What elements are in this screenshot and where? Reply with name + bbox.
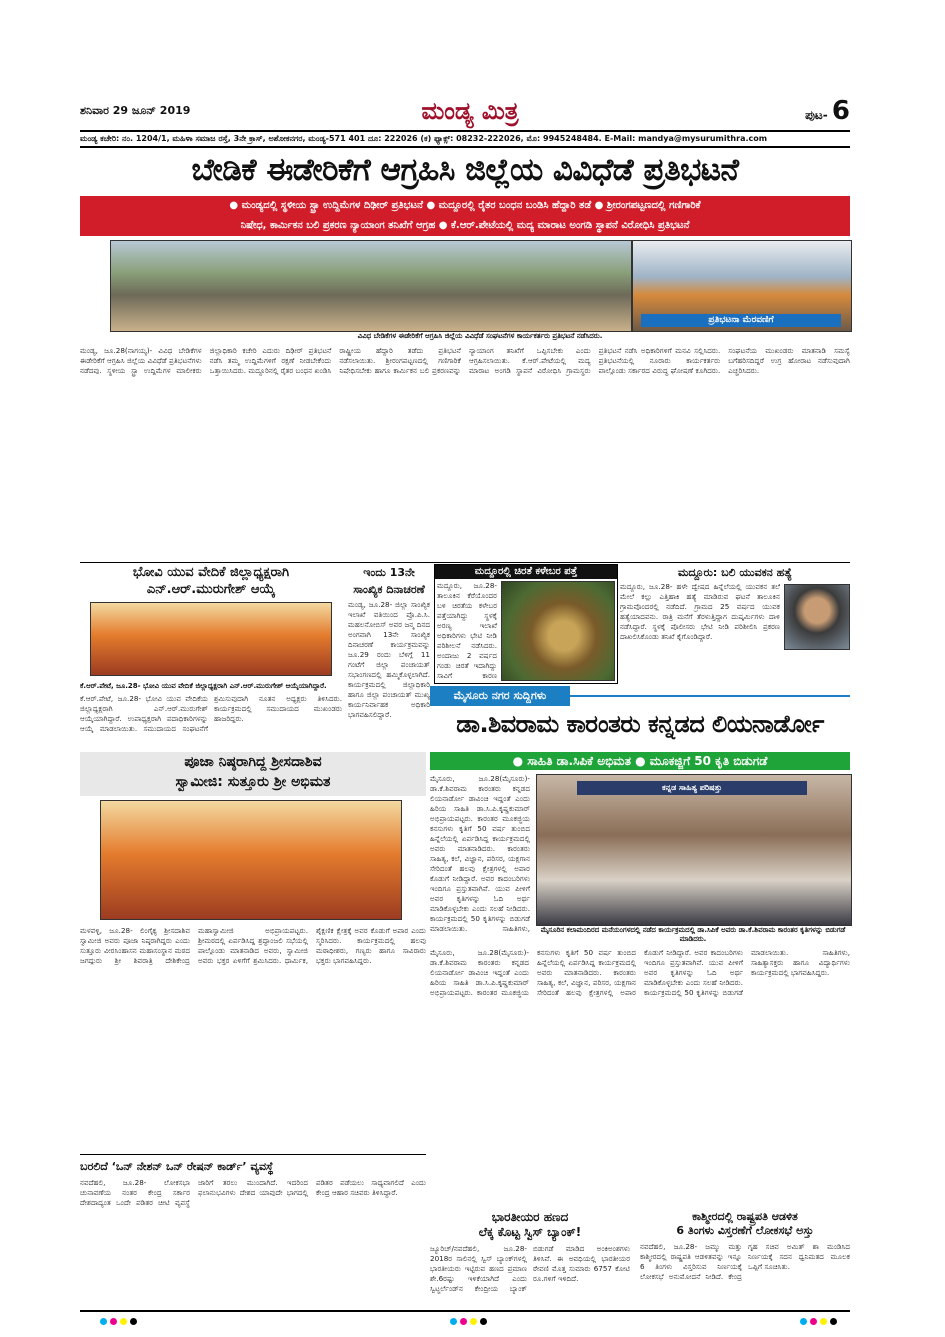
print-registration-marks (100, 1318, 137, 1325)
lead-photo-left (110, 240, 632, 332)
lead-photo-right (632, 240, 852, 332)
lead-body: ಮಂಡ್ಯ, ಜೂ.28(ನಾಗಯ್ಯ)- ವಿವಿಧ ಬೇಡಿಕೆಗಳ ಈಡೇರಿಕೆಗೆ ಆಗ್ರಹಿಸಿ ಜಿಲ್ಲೆಯ ವಿವಿಧೆಡೆ ಪ್ರತಿಭಟನೆಗಳು ನಡೆದವು. ಸ್ಥಳೀಯ ಸ್ಟ್ರಾ ಉದ್ದಿಮೆಗಳ ಮಾಲೀಕರು ಜಿಲ್ಲಾಧಿಕಾರಿ ಕಚೇರಿ ಎದುರು ದಿಢೀರ್ ಪ್ರತಿಭಟನೆ ನಡೆಸಿ ತಮ್ಮ ಉದ್ದಿಮೆಗಳಿಗೆ ರಕ್ಷಣೆ ನೀಡಬೇಕೆಂದು ಒತ್ತಾಯಿಸಿದರು. ಮದ್ದೂರಿನಲ್ಲಿ ರೈತರ ಬಂಧನ ಖಂಡಿಸಿ ರಾಷ್ಟ್ರೀಯ ಹೆದ್ದಾರಿ ತಡೆದು ಪ್ರತಿಭಟನೆ ನಡೆಸಲಾಯಿತು. ಶ್ರೀರಂಗಪಟ್ಟಣದಲ್ಲಿ ಗಣಿಗಾರಿಕೆ ನಿಷೇಧಿಸಬೇಕು ಹಾಗೂ ಕಾರ್ಮಿಕನ ಬಲಿ ಪ್ರಕರಣವನ್ನು ನ್ಯಾಯಾಂಗ ತನಿಖೆಗೆ ಒಪ್ಪಿಸಬೇಕು ಎಂದು ಆಗ್ರಹಿಸಲಾಯಿತು. ಕೆ.ಆರ್.ಪೇಟೆಯಲ್ಲಿ ಮದ್ಯ ಮಾರಾಟ ಅಂಗಡಿ ಸ್ಥಾಪನೆ ವಿರೋಧಿಸಿ ಗ್ರಾಮಸ್ಥರು ಪ್ರತಿಭಟನೆ ನಡೆಸಿ ಅಧಿಕಾರಿಗಳಿಗೆ ಮನವಿ ಸಲ್ಲಿಸಿದರು. ಪ್ರತಿಭಟನೆಯಲ್ಲಿ ನೂರಾರು ಕಾರ್ಯಕರ್ತರು ಪಾಲ್ಗೊಂಡು ಸರ್ಕಾರದ ವಿರುದ್ಧ ಘೋಷಣೆ ಕೂಗಿದರು. ಸಂಘಟನೆಯ ಮುಖಂಡರು ಮಾತನಾಡಿ ಸಮಸ್ಯೆ ಬಗೆಹರಿಸದಿದ್ದರೆ ಉಗ್ರ ಹೋರಾಟ ನಡೆಸುವುದಾಗಿ ಎಚ್ಚರಿಸಿದರು. (80, 346, 850, 375)
murder-box (620, 564, 850, 682)
leopard-photo (501, 581, 615, 681)
lead-sub-2: ನಿಷೇಧ, ಕಾರ್ಮಿಕನ ಬಲಿ ಪ್ರಕರಣ ನ್ಯಾಯಾಂಗ ತನಿಖೆಗೆ ಆಗ್ರಹ ● ಕೆ.ಆರ್.ಪೇಟೆಯಲ್ಲಿ ಮದ್ಯ ಮಾರಾಟ ಅಂಗಡಿ ಸ್ಥಾಪನೆ ವಿರೋಧಿಸಿ ಪ್ರತಿಭಟನೆ (240, 220, 690, 231)
mysuru-subheadline: ● ಸಾಹಿತಿ ಡಾ.ಸಿಪಿಕೆ ಅಭಿಮತ ● ಮೂಕಜ್ಜಿಗೆ 50 ಕೃತಿ ಬಿಡುಗಡೆ (430, 752, 850, 770)
lead-headline: ಬೇಡಿಕೆ ಈಡೇರಿಕೆಗೆ ಆಗ್ರಹಿಸಿ ಜಿಲ್ಲೆಯ ವಿವಿಧೆಡೆ ಪ್ರತಿಭಟನೆ (191, 152, 739, 188)
bank-box (430, 1210, 630, 1240)
ration-body: ನವದೆಹಲಿ, ಜೂ.28- ಲೋಕಸಭಾ ಚುನಾವಣೆಯ ನಂತರ ಕೇಂದ್ರ ಸರ್ಕಾರ ದೇಶದಾದ್ಯಂತ ಒಂದೇ ಪಡಿತರ ಚೀಟಿ ವ್ಯವಸ್ಥೆ ಜಾರಿಗೆ ತರಲು ಮುಂದಾಗಿದೆ. ಇದರಿಂದ ಫಲಾನುಭವಿಗಳು ದೇಶದ ಯಾವುದೇ ಭಾಗದಲ್ಲಿ ಪಡಿತರ ಪಡೆಯಲು ಸಾಧ್ಯವಾಗಲಿದೆ ಎಂದು ಕೇಂದ್ರ ಆಹಾರ ಸಚಿವರು ತಿಳಿಸಿದ್ದಾರೆ. (80, 1178, 426, 1207)
bank-body: ಜ್ಯೂರಿಚ್/ನವದೆಹಲಿ, ಜೂ.28- 2018ರ ಸಾಲಿನಲ್ಲಿ ಸ್ವಿಸ್ ಬ್ಯಾಂಕ್‌ಗಳಲ್ಲಿ ಭಾರತೀಯರು ಇಟ್ಟಿರುವ ಹಣದ ಪ್ರಮಾಣ ಶೇ.6ರಷ್ಟು ಇಳಿಕೆಯಾಗಿದೆ ಎಂದು ಸ್ವಿಟ್ಜರ್ಲೆಂಡ್‌ನ ಕೇಂದ್ರೀಯ ಬ್ಯಾಂಕ್ ಬಿಡುಗಡೆ ಮಾಡಿದ ಅಂಕಿಅಂಶಗಳು ತಿಳಿಸಿವೆ. ಈ ಅವಧಿಯಲ್ಲಿ ಭಾರತೀಯರ ಠೇವಣಿ ಮೊತ್ತ ಸುಮಾರು 6757 ಕೋಟಿ ರೂ.ಗಳಿಗೆ ಇಳಿದಿದೆ. (430, 1244, 630, 1293)
lead-photo-caption: ವಿವಿಧ ಬೇಡಿಕೆಗಳ ಈಡೇರಿಕೆಗೆ ಆಗ್ರಹಿಸಿ ಜಿಲ್ಲೆಯ ವಿವಿಧೆಡೆ ಸಂಘಟನೆಗಳ ಕಾರ್ಯಕರ್ತರು ಪ್ರತಿಭಟನೆ ನಡೆಸಿದರು. (357, 332, 603, 340)
bank-title: ಭಾರತೀಯರ ಹಣದ (491, 1210, 569, 1224)
protest-banner: ಪ್ರತಿಭಟನಾ ಮೆರವಣಿಗೆ (641, 314, 841, 327)
event-banner: ಕನ್ನಡ ಸಾಹಿತ್ಯ ಪರಿಷತ್ತು (577, 781, 807, 795)
sankhyiki-subtitle: ಸಾಂಖ್ಯಿಕ ದಿನಾಚರಣೆ (353, 583, 425, 596)
murder-title: ಮದ್ದೂರು: ಬಲಿ ಯುವಕನ ಹತ್ಯೆ (677, 566, 793, 579)
ration-title: ಬರಲಿದೆ ‘ಒನ್ ನೇಶನ್ ಒನ್ ರೇಷನ್ ಕಾರ್ಡ್’ ವ್ಯವಸ್ಥೆ (80, 1160, 274, 1173)
leopard-body: ಮದ್ದೂರು, ಜೂ.28- ತಾಲೂಕಿನ ಕೆರೆಯೊಂದರ ಬಳಿ ಚಿರತೆಯ ಕಳೇಬರ ಪತ್ತೆಯಾಗಿದ್ದು ಸ್ಥಳಕ್ಕೆ ಅರಣ್ಯ ಇಲಾಖೆ ಅಧಿಕಾರಿಗಳು ಭೇಟಿ ನೀಡಿ ಪರಿಶೀಲನೆ ನಡೆಸಿದರು. ಅಂದಾಜು 2 ವರ್ಷದ ಗಂಡು ಚಿರತೆ ಇದಾಗಿದ್ದು ಸಾವಿಗೆ ಕಾರಣ (437, 581, 497, 680)
sankhyiki-body: ಮಂಡ್ಯ, ಜೂ.28- ಜಿಲ್ಲಾ ಸಾಂಖ್ಯಿಕ ಇಲಾಖೆ ವತಿಯಿಂದ ಪ್ರೊ.ಪಿ.ಸಿ. ಮಹಲನೋಬಿಸ್ ಅವರ ಜನ್ಮ ದಿನದ ಅಂಗವಾಗಿ 13ನೇ ಸಾಂಖ್ಯಿಕ ದಿನಾಚರಣೆ ಕಾರ್ಯಕ್ರಮವನ್ನು ಜೂ.29 ರಂದು ಬೆಳಿಗ್ಗೆ 11 ಗಂಟೆಗೆ ಜಿಲ್ಲಾ ಪಂಚಾಯತ್ ಸಭಾಂಗಣದಲ್ಲಿ ಹಮ್ಮಿಕೊಳ್ಳಲಾಗಿದೆ. ಕಾರ್ಯಕ್ರಮದಲ್ಲಿ ಜಿಲ್ಲಾಧಿಕಾರಿ ಹಾಗೂ ಜಿಲ್ಲಾ ಪಂಚಾಯತ್ ಮುಖ್ಯ ಕಾರ್ಯನಿರ್ವಾಹಕ ಅಧಿಕಾರಿ ಭಾಗವಹಿಸಲಿದ್ದಾರೆ. (348, 600, 430, 719)
mysuru-tag: ಮೈಸೂರು ನಗರ ಸುದ್ದಿಗಳು (430, 686, 570, 706)
kashmir-box (640, 1210, 850, 1238)
mysuru-headline: ಡಾ.ಶಿವರಾಮ ಕಾರಂತರು ಕನ್ನಡದ ಲಿಯನಾರ್ಡೋ (456, 710, 824, 738)
page-number (805, 96, 850, 126)
kashmir-body: ನವದೆಹಲಿ, ಜೂ.28- ಜಮ್ಮು ಮತ್ತು ಕಾಶ್ಮೀರದಲ್ಲಿ ರಾಷ್ಟ್ರಪತಿ ಆಡಳಿತವನ್ನು ಇನ್ನೂ 6 ತಿಂಗಳು ವಿಸ್ತರಿಸುವ ನಿರ್ಣಯಕ್ಕೆ ಲೋಕಸಭೆ ಅನುಮೋದನೆ ನೀಡಿದೆ. ಕೇಂದ್ರ ಗೃಹ ಸಚಿವ ಅಮಿತ್ ಶಾ ಮಂಡಿಸಿದ ನಿರ್ಣಯಕ್ಕೆ ಸದನ ಧ್ವನಿಮತದ ಮೂಲಕ ಒಪ್ಪಿಗೆ ಸೂಚಿಸಿತು. (640, 1242, 850, 1281)
pooja-box-head (80, 752, 426, 796)
divider (80, 1154, 426, 1155)
bhovi-caption: ಕೆ.ಆರ್.ಪೇಟೆ, ಜೂ.28- ಭೋವಿ ಯುವ ವೇದಿಕೆ ಜಿಲ್ಲಾಧ್ಯಕ್ಷರಾಗಿ ಎನ್.ಆರ್.ಮುರುಗೇಶ್ ಆಯ್ಕೆಯಾಗಿದ್ದಾರೆ. (80, 682, 327, 690)
leopard-box (434, 564, 618, 684)
bottom-rule (80, 1310, 850, 1312)
mysuru-tag-line (570, 695, 850, 697)
pooja-subtitle: ಸ್ವಾಮೀಜಿ: ಸುತ್ತೂರು ಶ್ರೀ ಅಭಿಮತ (175, 774, 331, 790)
kashmir-subtitle: 6 ತಿಂಗಳು ವಿಸ್ತರಣೆಗೆ ಲೋಕಸಭೆ ಅಸ್ತು (676, 1224, 814, 1237)
newspaper-page (80, 96, 850, 1316)
newspaper-logo: ಮಂಡ್ಯ ಮಿತ್ರ (421, 96, 519, 125)
issue-date: ಶನಿವಾರ 29 ಜೂನ್ 2019 (80, 104, 191, 117)
bhovi-title: ಭೋವಿ ಯುವ ವೇದಿಕೆ ಜಿಲ್ಲಾಧ್ಯಕ್ಷರಾಗಿ (132, 565, 290, 580)
office-address: ಮಂಡ್ಯ ಕಚೇರಿ: ನಂ. 1204/1, ಮಹಿಳಾ ಸಮಾಜ ರಸ್ತೆ, 3ನೇ ಕ್ರಾಸ್, ಅಶೋಕನಗರ, ಮಂಡ್ಯ-571 401 ದೂ: 222026 (ಕ) ಫ್ಯಾಕ್ಸ್: 08232-222026, ಮೊ: 9945248484. E-Mail: mandya@mysurumithra.com (80, 130, 850, 148)
sankhyiki-box (348, 564, 430, 598)
leopard-title: ಮದ್ದೂರಲ್ಲಿ ಚಿರತೆ ಕಳೇಬರ ಪತ್ತೆ (435, 565, 617, 579)
lead-sub-1: ● ಮಂಡ್ಯದಲ್ಲಿ ಸ್ಥಳೀಯ ಸ್ಟ್ರಾ ಉದ್ದಿಮೆಗಳ ದಿಢೀರ್ ಪ್ರತಿಭಟನೆ ● ಮದ್ದೂರಲ್ಲಿ ರೈತರ ಬಂಧನ ಬಂಡಿಸಿ ಹೆದ್ದಾರಿ ತಡೆ ● ಶ್ರೀರಂಗಪಟ್ಟಣದಲ್ಲಿ ಗಣಿಗಾರಿಕೆ (229, 200, 701, 211)
pooja-body: ಮಳವಳ್ಳಿ, ಜೂ.28- ಲಿಂಗೈಕ್ಯ ಶ್ರೀಸದಾಶಿವ ಸ್ವಾಮೀಜಿ ಅವರು ಪೂಜಾ ನಿಷ್ಠರಾಗಿದ್ದರು ಎಂದು ಸುತ್ತೂರು ವೀರಸಿಂಹಾಸನ ಮಹಾಸಂಸ್ಥಾನ ಮಠದ ಜಗದ್ಗುರು ಶ್ರೀ ಶಿವರಾತ್ರಿ ದೇಶಿಕೇಂದ್ರ ಮಹಾಸ್ವಾಮೀಜಿ ಅಭಿಪ್ರಾಯಪಟ್ಟರು. ಶ್ರೀಮಠದಲ್ಲಿ ಏರ್ಪಡಿಸಿದ್ದ ಶ್ರದ್ಧಾಂಜಲಿ ಸಭೆಯಲ್ಲಿ ಪಾಲ್ಗೊಂಡು ಮಾತನಾಡಿದ ಅವರು, ಸ್ವಾಮೀಜಿ ಅವರು ಭಕ್ತರ ಏಳಿಗೆಗೆ ಶ್ರಮಿಸಿದರು. ಧಾರ್ಮಿಕ, ಶೈಕ್ಷಣಿಕ ಕ್ಷೇತ್ರಕ್ಕೆ ಅವರ ಕೊಡುಗೆ ಅಪಾರ ಎಂದು ಸ್ಮರಿಸಿದರು. ಕಾರ್ಯಕ್ರಮದಲ್ಲಿ ಹಲವು ಮಠಾಧೀಶರು, ಗಣ್ಯರು ಹಾಗೂ ಸಾವಿರಾರು ಭಕ್ತರು ಭಾಗವಹಿಸಿದ್ದರು. (80, 926, 426, 965)
bhovi-photo (90, 602, 332, 676)
page-number-value: 6 (831, 96, 850, 126)
pooja-title: ಪೂಜಾ ನಿಷ್ಠರಾಗಿದ್ದ ಶ್ರೀಸದಾಶಿವ (184, 754, 322, 770)
pooja-photo (100, 800, 402, 920)
divider (80, 562, 850, 563)
mysuru-section-tag (430, 686, 850, 706)
lead-subheadline-bar (80, 196, 850, 236)
page-label: ಪುಟ- (805, 108, 828, 122)
bhovi-subtitle: ಎನ್.ಆರ್.ಮುರುಗೇಶ್ ಆಯ್ಕೆ (146, 582, 276, 597)
murder-body: ಮದ್ದೂರು, ಜೂ.28- ಹಳೇ ದ್ವೇಷದ ಹಿನ್ನೆಲೆಯಲ್ಲಿ ಯುವಕನ ತಲೆ ಮೇಲೆ ಕಲ್ಲು ಎತ್ತಿಹಾಕಿ ಹತ್ಯೆ ಮಾಡಿರುವ ಘಟನೆ ತಾಲೂಕಿನ ಗ್ರಾಮವೊಂದರಲ್ಲಿ ನಡೆದಿದೆ. ಗ್ರಾಮದ 25 ವರ್ಷದ ಯುವಕ ಹತ್ಯೆಯಾದವನು. ರಾತ್ರಿ ಮನೆಗೆ ತೆರಳುತ್ತಿದ್ದಾಗ ದುಷ್ಕರ್ಮಿಗಳು ದಾಳಿ ನಡೆಸಿದ್ದಾರೆ. ಸ್ಥಳಕ್ಕೆ ಪೊಲೀಸರು ಭೇಟಿ ನೀಡಿ ಪರಿಶೀಲಿಸಿ ಪ್ರಕರಣ ದಾಖಲಿಸಿಕೊಂಡು ತನಿಖೆ ಕೈಗೊಂಡಿದ್ದಾರೆ. (620, 582, 780, 641)
print-registration-marks (800, 1318, 837, 1325)
bank-subtitle: ಲೆಕ್ಕ ಕೊಟ್ಟ ಸ್ವಿಸ್ ಬ್ಯಾಂಕ್! (478, 1225, 582, 1239)
sankhyiki-title: ಇಂದು 13ನೇ (363, 566, 415, 579)
bhovi-body: ಕೆ.ಆರ್.ಪೇಟೆ, ಜೂ.28- ಭೋವಿ ಯುವ ವೇದಿಕೆಯ ಜಿಲ್ಲಾಧ್ಯಕ್ಷರಾಗಿ ಎನ್.ಆರ್.ಮುರುಗೇಶ್ ಆಯ್ಕೆಯಾಗಿದ್ದಾರೆ. ಉಪಾಧ್ಯಕ್ಷರಾಗಿ ಪದಾಧಿಕಾರಿಗಳನ್ನು ಆಯ್ಕೆ ಮಾಡಲಾಯಿತು. ಸಮುದಾಯದ ಸಂಘಟನೆಗೆ ಶ್ರಮಿಸುವುದಾಗಿ ನೂತನ ಅಧ್ಯಕ್ಷರು ತಿಳಿಸಿದರು. ಕಾರ್ಯಕ್ರಮದಲ್ಲಿ ಸಮುದಾಯದ ಮುಖಂಡರು ಹಾಜರಿದ್ದರು. (80, 694, 342, 733)
mysuru-body: ಮೈಸೂರು, ಜೂ.28(ಮೈಸೂರು)- ಡಾ.ಕೆ.ಶಿವರಾಮ ಕಾರಂತರು ಕನ್ನಡದ ಲಿಯನಾರ್ಡೋ ಡಾವಿಂಚಿ ಇದ್ದಂತೆ ಎಂದು ಹಿರಿಯ ಸಾಹಿತಿ ಡಾ.ಸಿ.ಪಿ.ಕೃಷ್ಣಕುಮಾರ್ ಅಭಿಪ್ರಾಯಪಟ್ಟರು. ಕಾರಂತರ ಮೂಕಜ್ಜಿಯ ಕನಸುಗಳು ಕೃತಿಗೆ 50 ವರ್ಷ ತುಂಬಿದ ಹಿನ್ನೆಲೆಯಲ್ಲಿ ಏರ್ಪಡಿಸಿದ್ದ ಕಾರ್ಯಕ್ರಮದಲ್ಲಿ ಅವರು ಮಾತನಾಡಿದರು. ಕಾರಂತರು ಸಾಹಿತ್ಯ, ಕಲೆ, ವಿಜ್ಞಾನ, ಪರಿಸರ, ಯಕ್ಷಗಾನ ಸೇರಿದಂತೆ ಹಲವು ಕ್ಷೇತ್ರಗಳಲ್ಲಿ ಅಪಾರ ಕೊಡುಗೆ ನೀಡಿದ್ದಾರೆ. ಅವರ ಕಾದಂಬರಿಗಳು ಇಂದಿಗೂ ಪ್ರಸ್ತುತವಾಗಿವೆ. ಯುವ ಪೀಳಿಗೆ ಅವರ ಕೃತಿಗಳನ್ನು ಓದಿ ಅರ್ಥ ಮಾಡಿಕೊಳ್ಳಬೇಕು ಎಂದು ಸಲಹೆ ನೀಡಿದರು. ಕಾರ್ಯಕ್ರಮದಲ್ಲಿ 50 ಕೃತಿಗಳನ್ನು ಬಿಡುಗಡೆ ಮಾಡಲಾಯಿತು. ಸಾಹಿತಿಗಳು, ಸಾಹಿತ್ಯಾಸಕ್ತರು ಹಾಗೂ ವಿದ್ಯಾರ್ಥಿಗಳು ಕಾರ್ಯಕ್ರಮದಲ್ಲಿ ಭಾಗವಹಿಸಿದ್ದರು. (430, 948, 850, 997)
print-registration-marks (450, 1318, 487, 1325)
victim-photo (784, 584, 850, 650)
mysuru-photo-caption: ಮೈಸೂರಿನ ಕಲಾಮಂದಿರದ ಮನೆಯಂಗಳದಲ್ಲಿ ನಡೆದ ಕಾರ್ಯಕ್ರಮದಲ್ಲಿ ಡಾ.ಸಿಪಿಕೆ ಅವರು ಡಾ.ಕೆ.ಶಿವರಾಮ ಕಾರಂತರ ಕೃತಿಗಳನ್ನು ಬಿಡುಗಡೆ ಮಾಡಿದರು. (540, 926, 846, 943)
bhovi-box (80, 564, 342, 682)
kashmir-title: ಕಾಶ್ಮೀರದಲ್ಲಿ ರಾಷ್ಟ್ರಪತಿ ಆಡಳಿತ (692, 1210, 798, 1223)
mysuru-intro: ಮೈಸೂರು, ಜೂ.28(ಮೈಸೂರು)- ಡಾ.ಕೆ.ಶಿವರಾಮ ಕಾರಂತರು ಕನ್ನಡದ ಲಿಯನಾರ್ಡೋ ಡಾವಿಂಚಿ ಇದ್ದಂತೆ ಎಂದು ಹಿರಿಯ ಸಾಹಿತಿ ಡಾ.ಸಿ.ಪಿ.ಕೃಷ್ಣಕುಮಾರ್ ಅಭಿಪ್ರಾಯಪಟ್ಟರು. ಕಾರಂತರ ಮೂಕಜ್ಜಿಯ ಕನಸುಗಳು ಕೃತಿಗೆ 50 ವರ್ಷ ತುಂಬಿದ ಹಿನ್ನೆಲೆಯಲ್ಲಿ ಏರ್ಪಡಿಸಿದ್ದ ಕಾರ್ಯಕ್ರಮದಲ್ಲಿ ಅವರು ಮಾತನಾಡಿದರು. ಕಾರಂತರು ಸಾಹಿತ್ಯ, ಕಲೆ, ವಿಜ್ಞಾನ, ಪರಿಸರ, ಯಕ್ಷಗಾನ ಸೇರಿದಂತೆ ಹಲವು ಕ್ಷೇತ್ರಗಳಲ್ಲಿ ಅಪಾರ ಕೊಡುಗೆ ನೀಡಿದ್ದಾರೆ. ಅವರ ಕಾದಂಬರಿಗಳು ಇಂದಿಗೂ ಪ್ರಸ್ತುತವಾಗಿವೆ. ಯುವ ಪೀಳಿಗೆ ಅವರ ಕೃತಿಗಳನ್ನು ಓದಿ ಅರ್ಥ ಮಾಡಿಕೊಳ್ಳಬೇಕು ಎಂದು ಸಲಹೆ ನೀಡಿದರು. ಕಾರ್ಯಕ್ರಮದಲ್ಲಿ 50 ಕೃತಿಗಳನ್ನು ಬಿಡುಗಡೆ ಮಾಡಲಾಯಿತು. ಸಾಹಿತಿಗಳು, (430, 774, 530, 933)
mysuru-photo (536, 774, 852, 926)
